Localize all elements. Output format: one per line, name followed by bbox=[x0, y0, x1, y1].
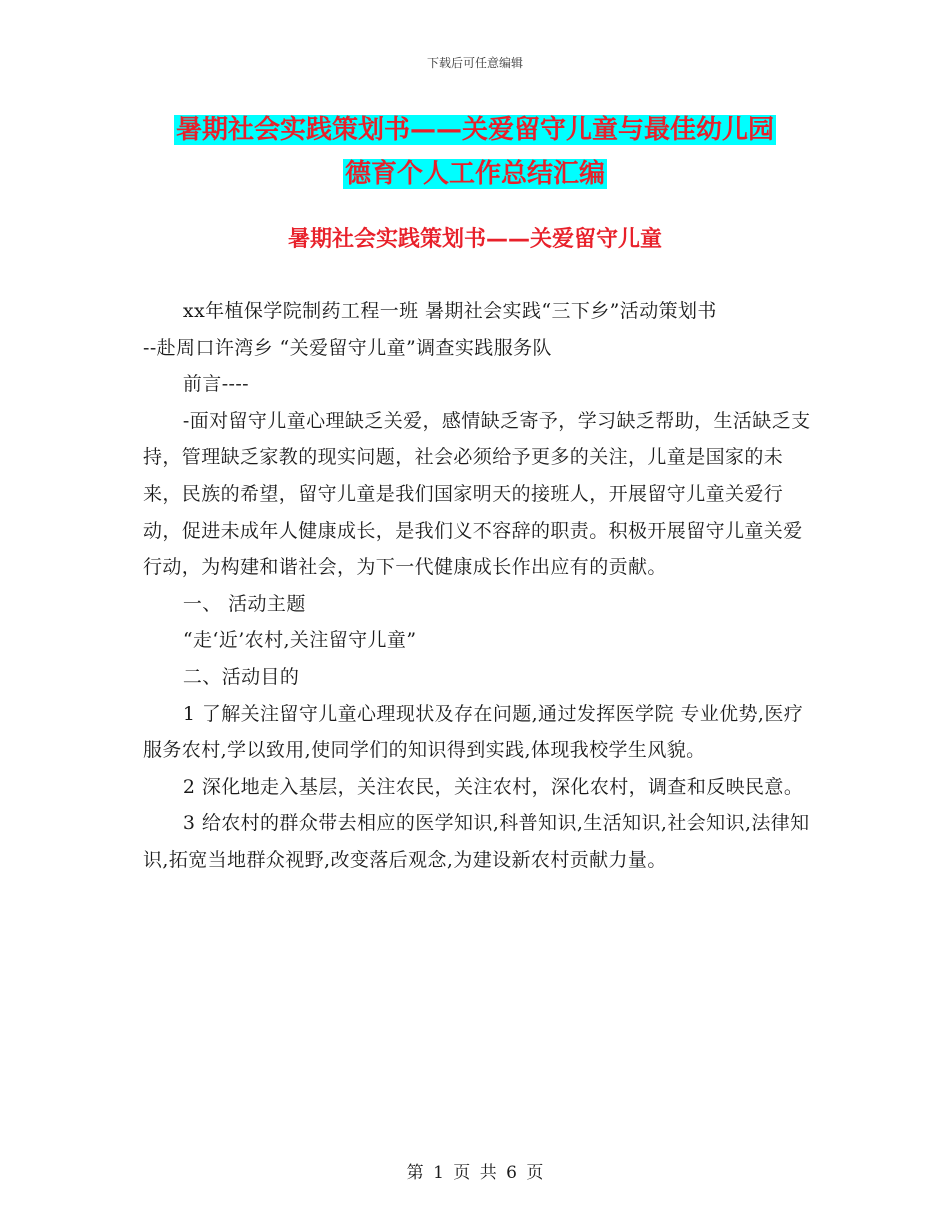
page-number: 第 1 页 共 6 页 bbox=[406, 1163, 544, 1183]
section-title: 暑期社会实践策划书——关爱留守儿童 bbox=[287, 227, 662, 252]
document-body bbox=[143, 293, 813, 879]
paragraph-team: --赴周口许湾乡 “关爱留守儿童”调查实践服务队 bbox=[143, 336, 552, 359]
paragraph-preface: 前言---- bbox=[182, 373, 249, 396]
paragraph-purpose-3: 3 给农村的群众带去相应的医学知识,科普知识,生活知识,社会知识,法律知识,拓宽当地群众视野,改变落后观念,为建设新农村贡献力量。 bbox=[143, 812, 810, 871]
document-title-line-2 bbox=[0, 156, 950, 192]
paragraph-purpose-2: 2 深化地走入基层，关注农民，关注农村，深化农村，调查和反映民意。 bbox=[182, 775, 804, 798]
title-highlight: 暑期社会实践策划书——关爱留守儿童与最佳幼儿园 bbox=[175, 115, 774, 145]
heading-activity-theme: 一、 活动主题 bbox=[182, 592, 306, 615]
paragraph-purpose-1: 1 了解关注留守儿童心理现状及存在问题,通过发挥医学院 专业优势,医疗服务农村,学以致用,使同学们的知识得到实践,体现我校学生风貌。 bbox=[143, 702, 804, 762]
paragraph-intro: -面对留守儿童心理缺乏关爱，感情缺乏寄予，学习缺乏帮助，生活缺乏支持，管理缺乏家教的现实问题，社会必须给予更多的关注，儿童是国家的未来，民族的希望，留守儿童是我们国家明天的接班人，开展留守儿童关爱行动，促进未成年人健康成长，是我们义不容辞的职责。积极开展留守儿童关爱行动，为构建和谐社会，为下一代健康成长作出应有的贡献。 bbox=[143, 409, 811, 579]
title-highlight: 德育个人工作总结汇编 bbox=[344, 159, 605, 189]
header-note: 下载后可任意编辑 bbox=[426, 56, 523, 70]
paragraph-theme: “走‘近’农村,关注留守儿童” bbox=[182, 629, 417, 652]
paragraph-subtitle: xx年植保学院制药工程一班 暑期社会实践“三下乡”活动策划书 bbox=[182, 300, 717, 322]
heading-activity-purpose: 二、活动目的 bbox=[182, 665, 300, 688]
document-title-line-1 bbox=[0, 112, 950, 148]
